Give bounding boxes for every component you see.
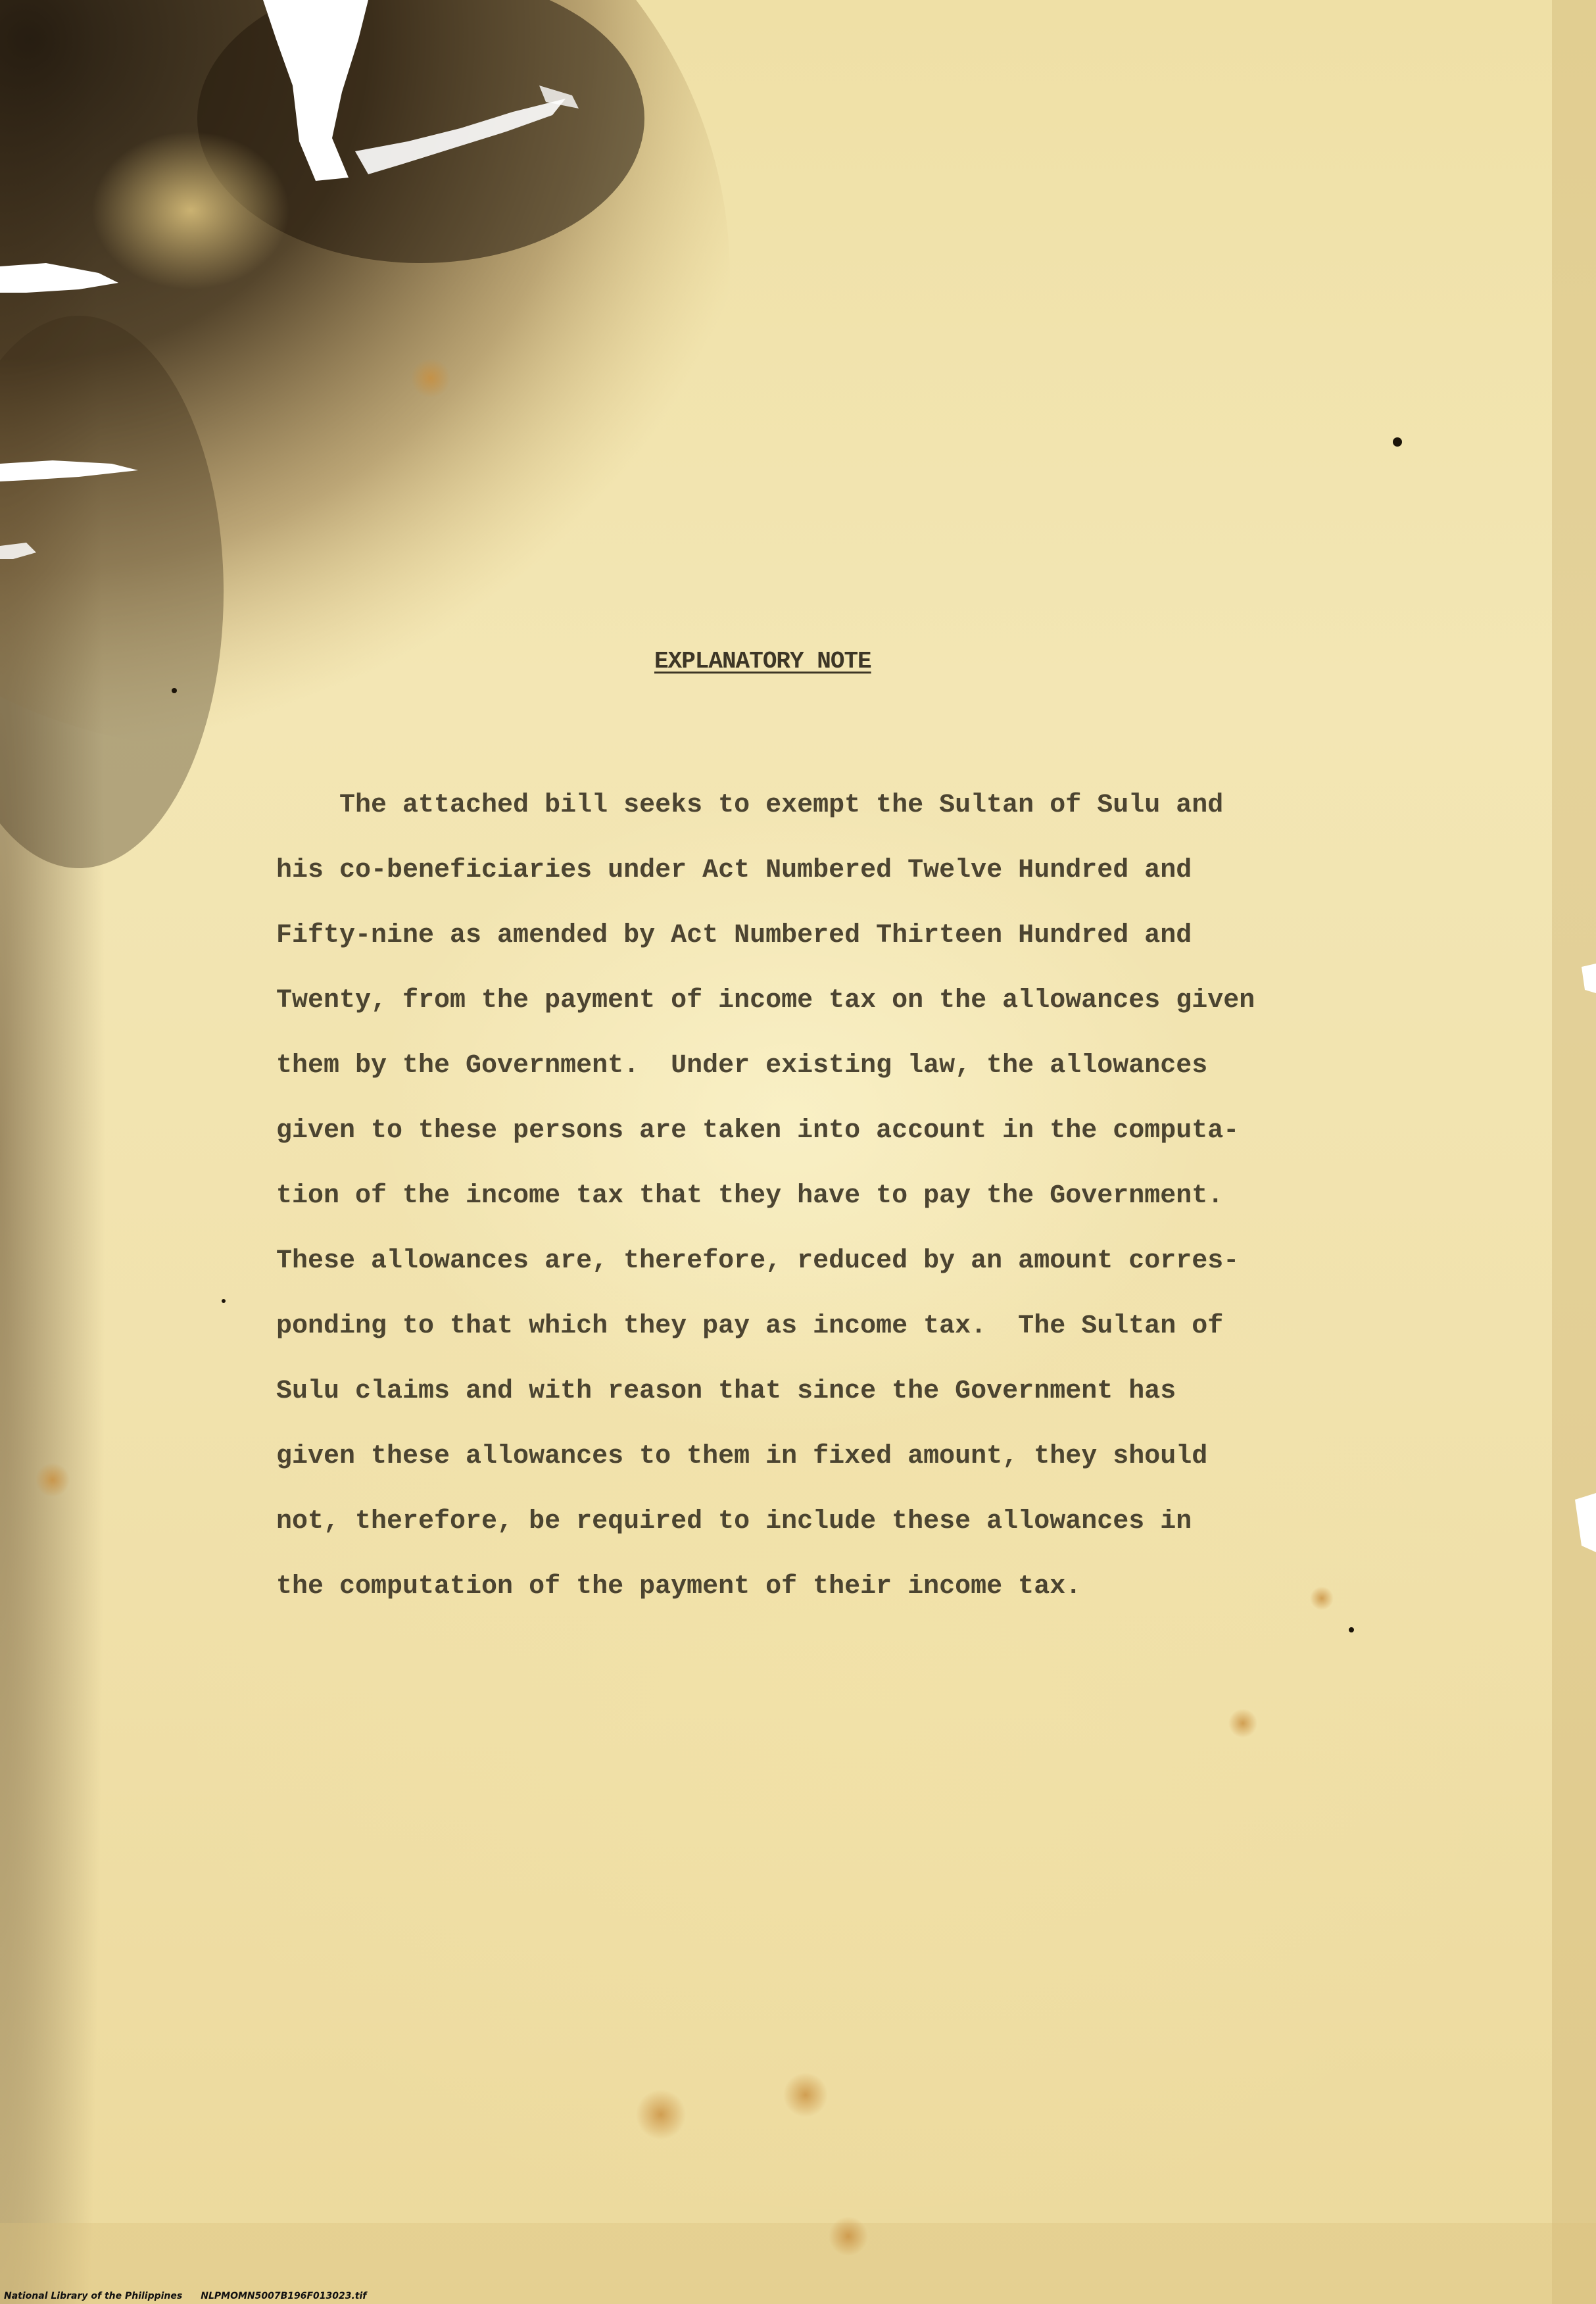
- explanatory-paragraph: [276, 773, 1255, 1619]
- paragraph-line: not, therefore, be required to include these allowances in: [276, 1507, 1192, 1536]
- archive-source: National Library of the Philippines: [4, 2291, 183, 2301]
- archive-footer: [4, 2291, 366, 2301]
- paragraph-line: Fifty-nine as amended by Act Numbered Thirteen Hundred and: [276, 921, 1192, 950]
- paragraph-line: ponding to that which they pay as income tax. The Sultan of: [276, 1311, 1224, 1341]
- paragraph-line: tion of the income tax that they have to pay the Government.: [276, 1181, 1224, 1211]
- paragraph-line: his co-beneficiaries under Act Numbered Twelve Hundred and: [276, 856, 1192, 885]
- paragraph-line: Twenty, from the payment of income tax on the allowances given: [276, 986, 1255, 1016]
- paragraph-line: them by the Government. Under existing law, the allowances: [276, 1051, 1208, 1081]
- paragraph-line: the computation of the payment of their income tax.: [276, 1572, 1082, 1602]
- paragraph-line: The attached bill seeks to exempt the Sultan of Sulu and: [276, 791, 1224, 820]
- archive-file-id: NLPMOMN5007B196F013023.tif: [201, 2291, 367, 2301]
- paragraph-line: These allowances are, therefore, reduced by an amount corres-: [276, 1246, 1240, 1276]
- paragraph-line: given to these persons are taken into account in the computa-: [276, 1116, 1240, 1146]
- paragraph-line: given these allowances to them in fixed amount, they should: [276, 1442, 1208, 1471]
- page-title: EXPLANATORY NOTE: [654, 648, 871, 675]
- paragraph-line: Sulu claims and with reason that since the Government has: [276, 1377, 1176, 1406]
